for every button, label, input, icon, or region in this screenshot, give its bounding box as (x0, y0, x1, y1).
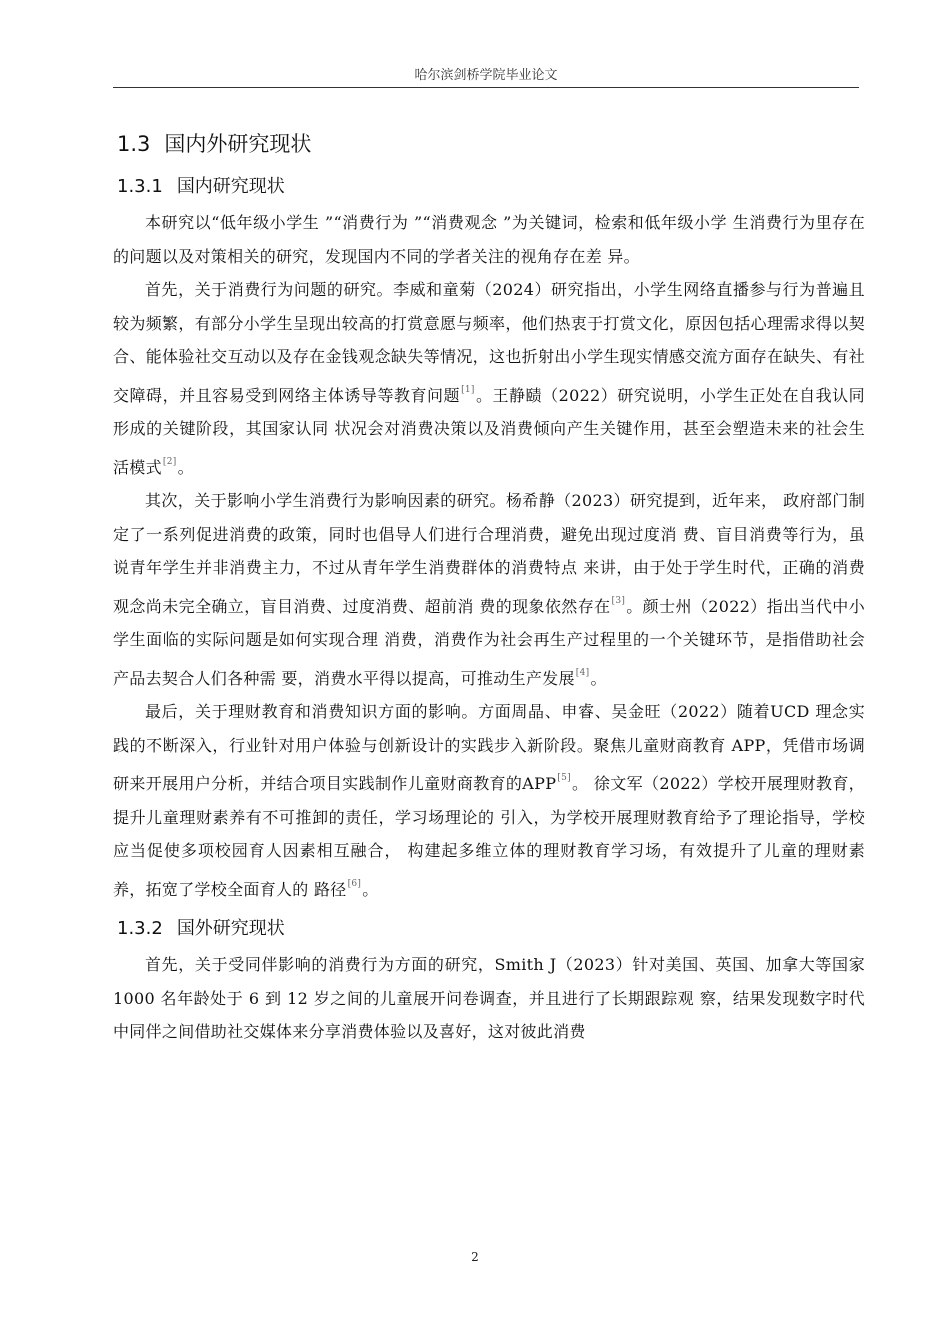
subsection-number: 1.3.2 (117, 918, 163, 939)
paragraph-intro: 本研究以“低年级小学生 ”“消费行为 ”“消费观念 ”为关键词，检索和低年级小学 生消费行为里存在的问题以及对策相关的研究，发现国内不同的学者关注的视角存在差 异。 (113, 213, 865, 266)
subsection-number: 1.3.1 (117, 176, 163, 197)
paragraph-text: 最后，关于理财教育和消费知识方面的影响。方面周晶、申睿、吴金旺（2022）随着UCD 理念实践的不断深入，行业针对用户体验与创新设计的实践步入新阶段。聚焦儿童财商教育 APP，凭借市场调研来开展用户分析，并结合项目实践制作儿童财商教育的APP (113, 702, 865, 793)
paragraph-text: 。 (590, 668, 607, 688)
paragraph-text: 。颜士州（2022）指出当代中小学生面临的实际问题是如何实现合理 消费，消费作为社会再生产过程里的一个关键环节，是指借助社会产品去契合人们各种需 要，消费水平得以提高，可推动生产发展 (113, 596, 865, 688)
section-title: 国内外研究现状 (164, 132, 312, 156)
citation-ref: [2] (162, 456, 177, 467)
citation-ref: [5] (557, 773, 571, 783)
section-heading (117, 128, 865, 158)
paragraph-text: 。 (362, 879, 379, 899)
header-rule (113, 87, 859, 88)
subsection-title: 国外研究现状 (176, 918, 285, 939)
page-number: 2 (471, 1250, 479, 1264)
paragraph-text: 首先，关于消费行为问题的研究。李威和童菊（2024）研究指出，小学生网络直播参与行为普遍且较为频繁，有部分小学生呈现出较高的打赏意愿与频率，他们热衷于打赏文化，原因包括心理需求得以契合、能体验社交互动以及存在金钱观念缺失等情况，这也折射出小学生现实情感交流方面存在缺失、有社交障碍，并且容易受到网络主体诱导等教育问题 (113, 280, 865, 405)
paragraph-text: 。 徐文军（2022）学校开展理财教育，提升儿童理财素养有不可推卸的责任，学习场理论的 引入，为学校开展理财教育给予了理论指导，学校应当促使多项校园育人因素相互融合， 构建起多维立体的理财教育学习场，有效提升了儿童的理财素养，拓宽了学校全面育人的 路径 (113, 774, 865, 899)
paragraph-text: 。王静赜（2022）研究说明，小学生正处在自我认同形成的关键阶段，其国家认同 状况会对消费决策以及消费倾向产生关键作用，甚至会塑造未来的社会生活模式 (113, 385, 865, 477)
paragraph-text: 。 (177, 457, 194, 477)
paragraph-financial-education (113, 695, 865, 906)
running-header: 哈尔滨剑桥学院毕业论文 (414, 68, 558, 83)
paragraph-peer-influence: 首先，关于受同伴影响的消费行为方面的研究，Smith J（2023）针对美国、英国、加拿大等国家 1000 名年龄处于 6 到 12 岁之间的儿童展开问卷调查，并且进行了长期跟踪观 察，结果发现数字时代中同伴之间借助社交媒体来分享消费体验以及喜好，这对彼此消费 (113, 955, 865, 1041)
subsection-heading-foreign (117, 914, 865, 940)
citation-ref: [1] (461, 384, 475, 395)
paragraph-text: 其次，关于影响小学生消费行为影响因素的研究。杨希静（2023）研究提到，近年来， 政府部门制定了一系列促进消费的政策，同时也倡导人们进行合理消费，避免出现过度消 费、盲目消费等行为，虽说青年学生并非消费主力，不过从青年学生消费群体的消费特点 来讲，由于处于学生时代，正确的消费观念尚未完全确立，盲目消费、过度消费、超前消 费的现象依然存在 (113, 491, 865, 616)
paragraph-consumption-problems (113, 273, 865, 484)
page-body (113, 118, 865, 1049)
paragraph-influencing-factors (113, 484, 865, 695)
subsection-title: 国内研究现状 (176, 176, 285, 197)
citation-ref: [4] (575, 667, 590, 678)
section-number: 1.3 (117, 132, 151, 156)
citation-ref: [3] (611, 595, 626, 606)
subsection-heading-domestic (117, 172, 865, 198)
citation-ref: [6] (347, 878, 362, 889)
